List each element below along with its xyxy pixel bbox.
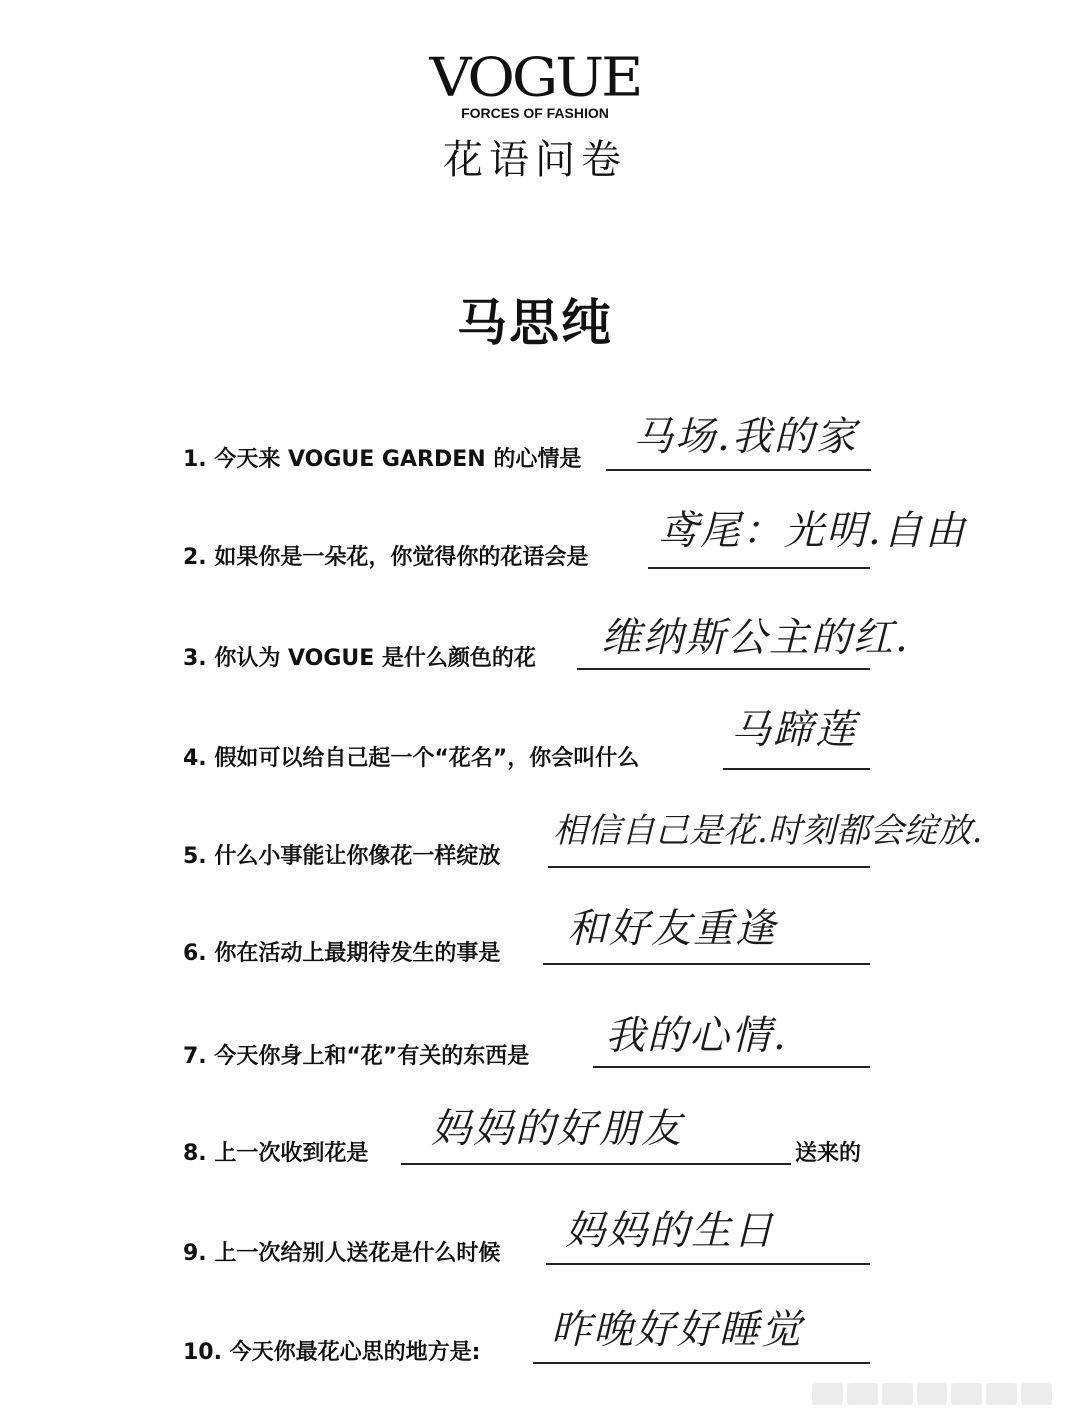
question-prompt: 8. 上一次收到花是 (183, 1141, 369, 1166)
answer-line (401, 1163, 791, 1165)
handwritten-answer: 马场.我的家 (633, 414, 858, 460)
handwritten-answer: 妈妈的生日 (565, 1208, 775, 1254)
answer-line (577, 668, 870, 670)
answer-line (606, 469, 871, 471)
question-6 (183, 907, 983, 967)
question-suffix: 送来的 (795, 1141, 862, 1166)
handwritten-answer: 马蹄莲 (731, 707, 857, 753)
question-prompt: 5. 什么小事能让你像花一样绽放 (183, 844, 501, 869)
question-3 (183, 612, 983, 672)
answer-line (546, 1263, 870, 1265)
question-2 (183, 508, 983, 571)
question-prompt: 2. 如果你是一朵花，你觉得你的花语会是 (183, 545, 589, 570)
question-prompt: 7. 今天你身上和“花”有关的东西是 (183, 1044, 530, 1069)
question-prompt: 4. 假如可以给自己起一个“花名”，你会叫什么 (183, 746, 640, 771)
question-9 (183, 1207, 983, 1267)
question-5 (183, 810, 1043, 870)
handwritten-answer: 和好友重逢 (567, 906, 777, 952)
handwritten-answer: 妈妈的好朋友 (431, 1106, 683, 1152)
question-4 (183, 707, 983, 772)
handwritten-answer: 相信自己是花.时刻都会绽放. (553, 811, 983, 851)
respondent-name: 马思纯 (457, 294, 613, 352)
answer-line (593, 1066, 870, 1068)
question-prompt: 1. 今天来 VOGUE GARDEN 的心情是 (183, 447, 582, 472)
answer-line (723, 768, 870, 770)
handwritten-answer: 鸢尾：光明.自由 (658, 508, 967, 554)
question-prompt: 6. 你在活动上最期待发生的事是 (183, 941, 501, 966)
answer-line (548, 866, 870, 868)
handwritten-answer: 维纳斯公主的红. (601, 615, 910, 661)
handwritten-answer: 我的心情. (605, 1013, 788, 1059)
answer-line (543, 963, 870, 965)
questionnaire-title: 花语问卷 (443, 137, 627, 183)
question-10 (183, 1306, 983, 1366)
question-1 (183, 413, 883, 473)
watermark-mark (812, 1383, 1052, 1405)
question-prompt: 9. 上一次给别人送花是什么时候 (183, 1241, 501, 1266)
question-7 (183, 1010, 983, 1070)
question-prompt: 3. 你认为 VOGUE 是什么颜色的花 (183, 646, 536, 671)
question-8 (183, 1107, 983, 1167)
answer-line (533, 1362, 870, 1364)
handwritten-answer: 昨晚好好睡觉 (551, 1307, 803, 1353)
logo-tagline: FORCES OF FASHION (461, 105, 609, 121)
question-prompt: 10. 今天你最花心思的地方是: (183, 1340, 481, 1365)
answer-line (648, 567, 870, 569)
vogue-logo: VOGUE (429, 45, 641, 109)
